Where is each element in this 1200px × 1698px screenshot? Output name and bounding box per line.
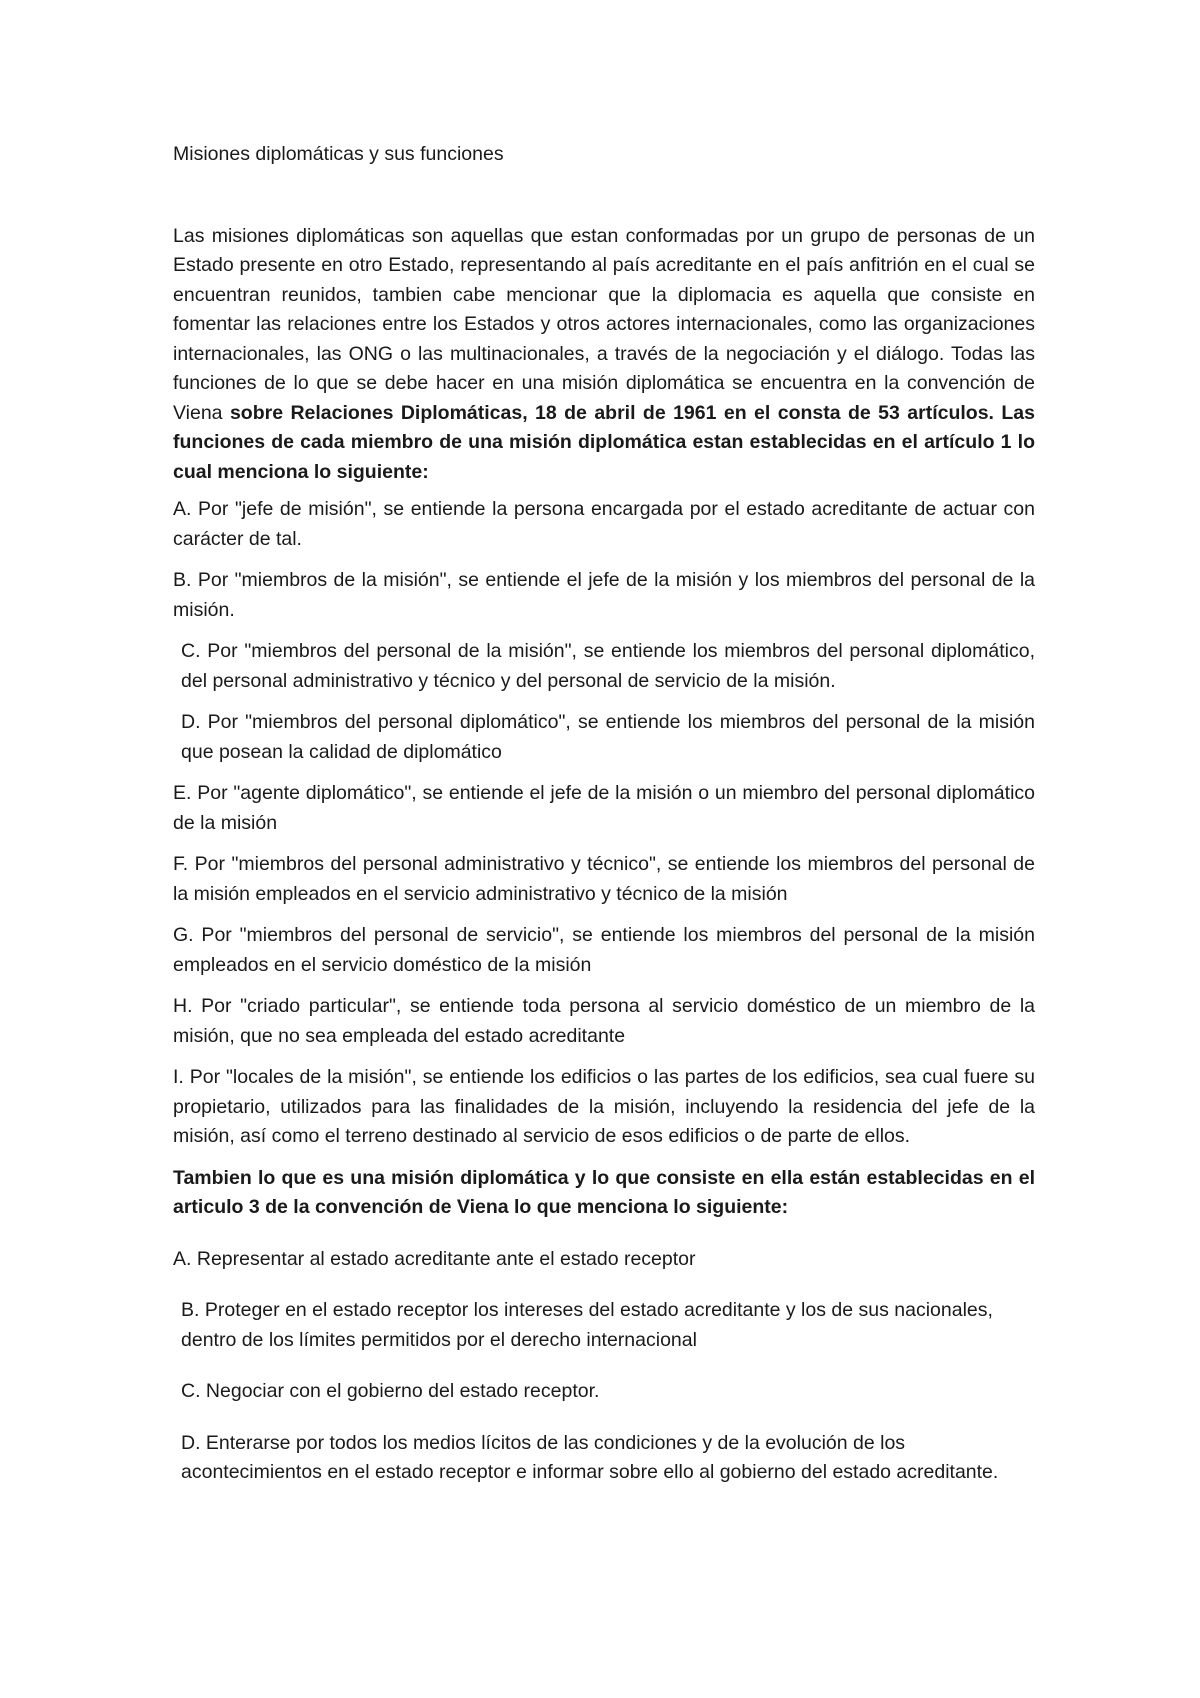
list-item	[173, 566, 1035, 625]
item-text: Por "agente diplomático", se entiende el jefe de la misión o un miembro del personal diplomático de la misión	[173, 782, 1035, 834]
item-letter: D.	[181, 711, 201, 733]
item-letter: H.	[173, 995, 193, 1017]
item-letter: B.	[181, 1299, 200, 1321]
item-letter: E.	[173, 782, 192, 804]
intro-bold-text: sobre Relaciones Diplomáticas, 18 de abril de 1961 en el consta de 53 artículos. Las funciones de cada miembro de una misión diplomática estan establecidas en el artículo 1 lo cual menciona lo siguiente:	[173, 401, 1035, 483]
list-item	[173, 1063, 1035, 1152]
item-text: Por "jefe de misión", se entiende la persona encargada por el estado acreditante de actuar con carácter de tal.	[173, 498, 1035, 550]
item-letter: D.	[181, 1431, 201, 1454]
item-text: Negociar con el gobierno del estado receptor.	[200, 1380, 600, 1402]
item-letter: A.	[173, 1247, 192, 1270]
article3-list	[173, 1245, 1035, 1488]
list-item	[173, 708, 1035, 767]
item-text: Por "miembros del personal diplomático", se entiende los miembros del personal de la misión que posean la calidad de diplomático	[181, 711, 1035, 763]
list-item	[173, 850, 1035, 909]
item-letter: C.	[181, 1380, 201, 1402]
item-letter: F.	[173, 853, 189, 875]
list-item	[173, 921, 1035, 980]
document-title: Misiones diplomáticas y sus funciones	[173, 143, 504, 165]
list-item	[173, 1377, 1035, 1407]
list-item	[173, 1245, 1035, 1275]
item-letter: G.	[173, 924, 194, 946]
document-page	[173, 140, 1035, 1510]
list-item	[173, 495, 1035, 554]
article1-list	[173, 495, 1035, 1152]
list-item	[173, 637, 1035, 696]
item-text: Por "miembros de la misión", se entiende el jefe de la misión y los miembros del personal de la misión.	[173, 569, 1035, 621]
item-letter: I.	[173, 1066, 184, 1088]
item-text: Enterarse por todos los medios lícitos de las condiciones y de la evolución de los acontecimientos en el estado receptor e informar sobre ello al gobierno del estado acreditante.	[181, 1431, 999, 1483]
intro-text: Las misiones diplomáticas son aquellas que estan conformadas por un grupo de personas de un Estado presente en otro Estado, representando al país acreditante en el país anfitrión en el cual se encuentran reunidos, tambien cabe mencionar que la diplomacia es aquella que consiste en fomentar las relaciones entre los Estados y otros actores internacionales, como las organizaciones internacionales, las ONG o las multinacionales, a través de la negociación y el diálogo. Todas las funciones de lo que se debe hacer en una misión diplomática se encuentra en la convención de Viena	[173, 224, 1035, 424]
list-item	[173, 1429, 1035, 1488]
item-letter: A.	[173, 498, 192, 520]
list-item	[173, 779, 1035, 838]
item-text: Proteger en el estado receptor los intereses del estado acreditante y los de sus nacionales, dentro de los límites permitidos por el derecho internacional	[181, 1299, 993, 1351]
list-item	[173, 1296, 1035, 1355]
list-item	[173, 992, 1035, 1051]
article3-heading: Tambien lo que es una misión diplomática y lo que consiste en ella están establecidas en el articulo 3 de la convención de Viena lo que menciona lo siguiente:	[173, 1166, 1035, 1218]
intro-paragraph	[173, 222, 1035, 488]
item-text: Por "miembros del personal de servicio", se entiende los miembros del personal de la misión empleados en el servicio doméstico de la misión	[173, 924, 1035, 976]
item-letter: C.	[181, 640, 201, 662]
item-letter: B.	[173, 569, 192, 591]
item-text: Por "locales de la misión", se entiende los edificios o las partes de los edificios, sea cual fuere su propietario, utilizados para las finalidades de la misión, incluyendo la residencia del jefe de la misión, así como el terreno destinado al servicio de esos edificios o de parte de ellos.	[173, 1066, 1035, 1147]
item-text: Por "miembros del personal administrativo y técnico", se entiende los miembros del personal de la misión empleados en el servicio administrativo y técnico de la misión	[173, 853, 1035, 905]
item-text: Representar al estado acreditante ante el estado receptor	[191, 1247, 696, 1270]
item-text: Por "criado particular", se entiende toda persona al servicio doméstico de un miembro de la misión, que no sea empleada del estado acreditante	[173, 995, 1035, 1047]
item-text: Por "miembros del personal de la misión", se entiende los miembros del personal diplomático, del personal administrativo y técnico y del personal de servicio de la misión.	[181, 640, 1035, 692]
